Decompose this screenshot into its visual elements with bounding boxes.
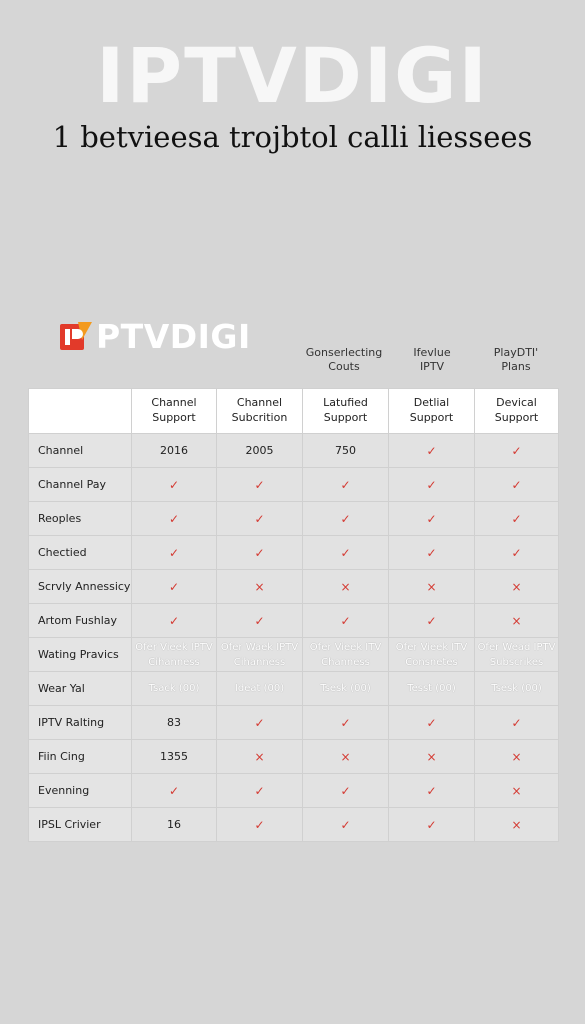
cell-value: Ofer Vieek IPTV Cihanness [135,642,213,668]
table-cell [303,502,389,536]
cell-value: Ofer Wead IPTV Subscrikes [477,642,556,668]
row-label: Channel [29,434,132,468]
row-label: Chectied [29,536,132,570]
table-cell [217,570,303,604]
table-cell [303,808,389,842]
table-header-cell: Channel Support [132,389,217,434]
table-body [29,434,559,842]
table-cell [389,604,475,638]
cell-value: 83 [167,716,181,729]
table-cell [217,774,303,808]
check-icon: ✓ [426,545,437,560]
table-cell [217,638,303,672]
table-row [29,604,559,638]
check-icon: ✓ [511,511,522,526]
cell-value: 16 [167,818,181,831]
table-row [29,570,559,604]
cross-icon: × [511,613,522,628]
table-cell [389,638,475,672]
check-icon: ✓ [254,783,265,798]
check-icon: ✓ [340,545,351,560]
table-cell [475,774,559,808]
table-header-row [29,389,559,434]
table-cell [217,434,303,468]
cell-value: Tsesk (00) [320,683,371,695]
row-label: Wear Yal [29,672,132,706]
table-cell [217,808,303,842]
check-icon: ✓ [340,783,351,798]
check-icon: ✓ [426,511,437,526]
check-icon: ✓ [340,715,351,730]
table-cell [475,604,559,638]
table-cell [389,808,475,842]
table-header-cell: Devical Support [475,389,559,434]
check-icon: ✓ [340,817,351,832]
table-cell [132,468,217,502]
table-cell [132,570,217,604]
column-head-1: Gonserlecting Couts [305,346,383,374]
row-label: Wating Pravics [29,638,132,672]
table-cell [217,604,303,638]
cell-value: 2005 [245,444,274,457]
table-cell [389,774,475,808]
check-icon: ✓ [168,545,180,560]
check-icon: ✓ [254,545,265,560]
row-label: Channel Pay [29,468,132,502]
cell-value: 1355 [160,750,188,763]
check-icon: ✓ [511,715,522,730]
page-subtitle: 1 betvieesa trojbtol calli liessees [52,120,533,154]
check-icon: ✓ [340,613,351,628]
cell-value: 750 [335,444,356,457]
table-row [29,434,559,468]
cell-value: Ideat (00) [234,683,285,695]
cross-icon: × [511,749,522,764]
table-header-cell: Latufied Support [303,389,389,434]
table-cell [303,536,389,570]
table-cell [303,434,389,468]
table-cell [132,536,217,570]
table-cell [132,808,217,842]
cell-value: Ofer Vieek ITV Consnetes [395,642,468,668]
table-cell [389,434,475,468]
table-cell [217,502,303,536]
table-cell [475,434,559,468]
table-cell [132,672,217,706]
check-icon: ✓ [426,443,437,458]
table-cell [475,570,559,604]
table-cell [389,672,475,706]
table-cell [303,774,389,808]
row-label: Scrvly Annessicy [29,570,132,604]
table-cell [303,706,389,740]
table-row [29,706,559,740]
cross-icon: × [254,749,265,764]
table-cell [475,502,559,536]
table-cell [303,604,389,638]
table-cell [217,740,303,774]
check-icon: ✓ [426,783,437,798]
check-icon: ✓ [340,511,351,526]
check-icon: ✓ [254,477,265,492]
row-label: IPSL Crivier [29,808,132,842]
table-header-cell [29,389,132,434]
check-icon: ✓ [426,613,437,628]
comparison-table [28,388,559,842]
table-row [29,740,559,774]
check-icon: ✓ [511,477,522,492]
check-icon: ✓ [168,477,180,492]
table-cell [475,468,559,502]
cross-icon: × [511,579,522,594]
cell-value: Ofer Waek IPTV Cihanness [220,642,299,668]
logo-text: PTVDIGI [96,316,251,356]
check-icon: ✓ [340,477,351,492]
table-cell [389,740,475,774]
table-cell [217,468,303,502]
cross-icon: × [511,783,522,798]
table-cell [475,672,559,706]
cross-icon: × [511,817,522,832]
check-icon: ✓ [168,579,180,594]
table-row [29,536,559,570]
row-label: Fiin Cing [29,740,132,774]
table-cell [132,638,217,672]
check-icon: ✓ [168,783,180,798]
table-cell [475,740,559,774]
check-icon: ✓ [426,817,437,832]
table-cell [303,468,389,502]
table-cell [303,672,389,706]
hero-title: IPTVDIGI [96,31,489,120]
table-cell [132,774,217,808]
check-icon: ✓ [511,545,522,560]
table-cell [475,808,559,842]
check-icon: ✓ [511,443,522,458]
table-cell [303,740,389,774]
table-cell [389,536,475,570]
cross-icon: × [254,579,265,594]
check-icon: ✓ [254,613,265,628]
cell-value: 2016 [160,444,188,457]
table-cell [475,638,559,672]
check-icon: ✓ [426,715,437,730]
table-row [29,638,559,672]
table-cell [132,604,217,638]
table-cell [475,536,559,570]
check-icon: ✓ [168,613,180,628]
cell-value: Tesst (00) [407,683,456,695]
table-cell [132,706,217,740]
table-cell [217,536,303,570]
table-row [29,808,559,842]
table-cell [217,672,303,706]
cell-value: Tsesk (00) [491,683,542,695]
cross-icon: × [426,579,437,594]
check-icon: ✓ [254,715,265,730]
table-header-cell: Channel Subcrition [217,389,303,434]
check-icon: ✓ [426,477,437,492]
table-row [29,468,559,502]
table-cell [389,468,475,502]
column-heads [0,346,585,380]
row-label: Artom Fushlay [29,604,132,638]
table-header-cell: Detlial Support [389,389,475,434]
table-row [29,672,559,706]
check-icon: ✓ [254,511,265,526]
table-cell [217,706,303,740]
cell-value: Tsack (00) [148,683,200,695]
cross-icon: × [340,579,351,594]
cell-value: Ofer Vieek ITV Channess [309,642,382,668]
row-label: Evenning [29,774,132,808]
table-cell [389,570,475,604]
check-icon: ✓ [168,511,180,526]
table-row [29,502,559,536]
row-label: Reoples [29,502,132,536]
table-cell [303,570,389,604]
table-cell [132,434,217,468]
table-cell [132,502,217,536]
column-head-2: Ifevlue IPTV [413,346,451,374]
table-row [29,774,559,808]
table-cell [389,706,475,740]
check-icon: ✓ [254,817,265,832]
cross-icon: × [426,749,437,764]
cross-icon: × [340,749,351,764]
table-cell [132,740,217,774]
row-label: IPTV Ralting [29,706,132,740]
table-cell [303,638,389,672]
table-cell [389,502,475,536]
table-cell [475,706,559,740]
column-head-3: PlayDTI' Plans [493,346,539,374]
